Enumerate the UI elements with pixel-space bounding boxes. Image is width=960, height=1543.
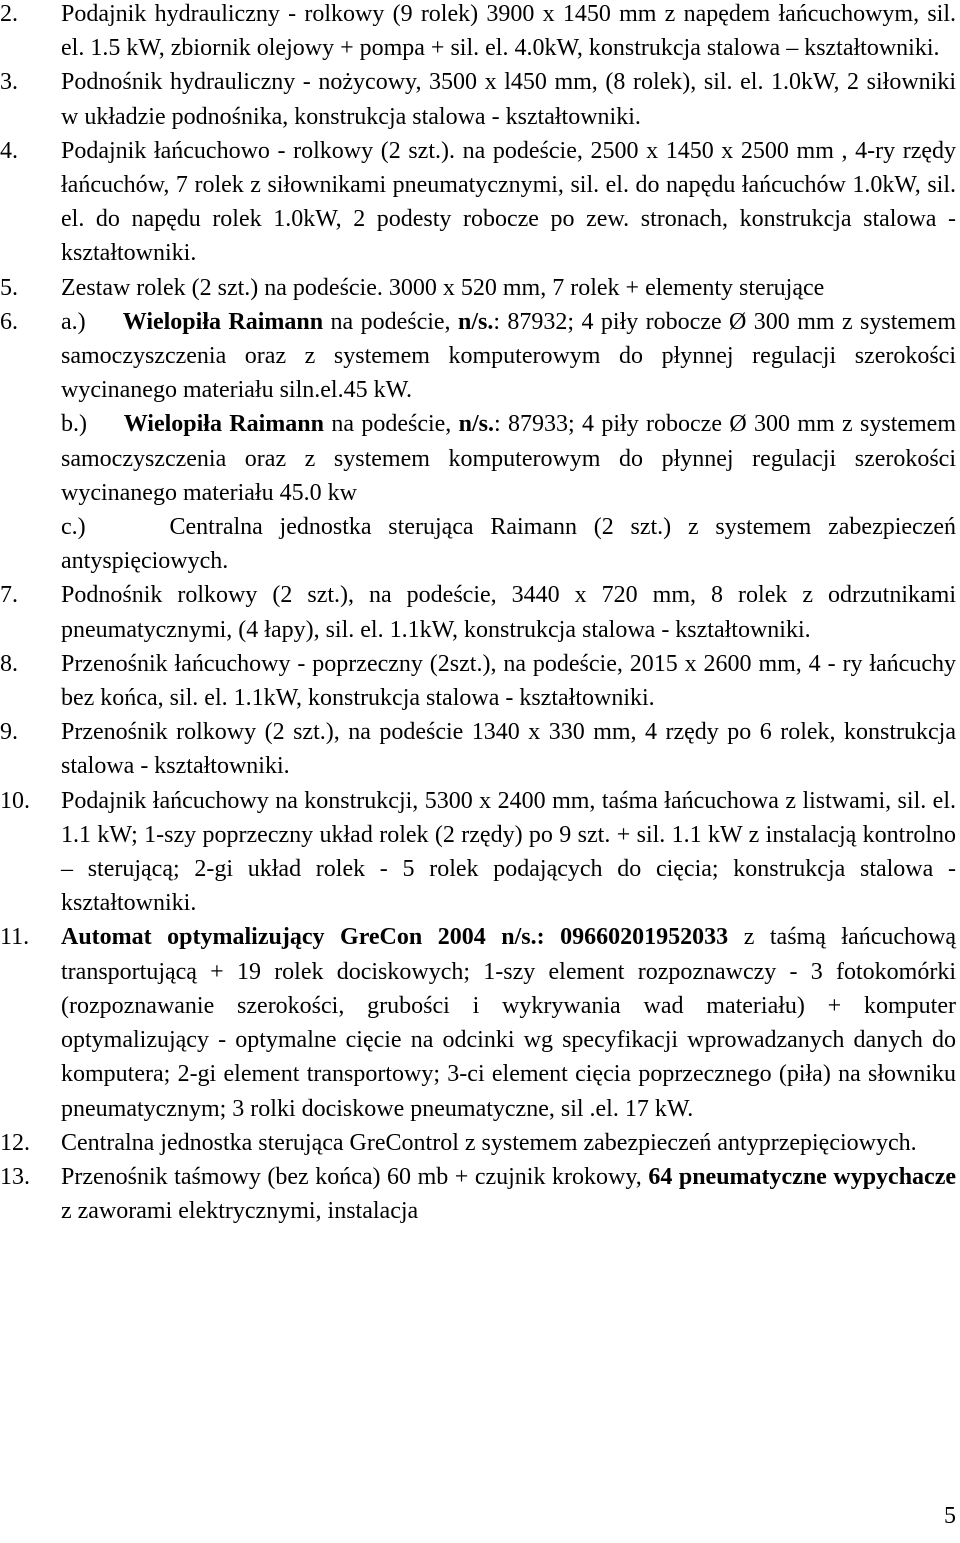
list-item (0, 407, 960, 510)
list-item (0, 1160, 960, 1228)
item-number: 13. (0, 1163, 30, 1190)
item-text: Centralna jednostka sterująca Raimann (2 szt.) z systemem zabezpieczeń antyspięciowych. (61, 514, 957, 575)
machine-name: Wielopiła Raimann (122, 308, 324, 335)
list-item (0, 578, 960, 646)
item-text: Podajnik hydrauliczny - rolkowy (9 rolek) 3900 x 1450 mm z napędem łańcuchowym, sil. el. 1.5 kW, zbiornik olejowy + pompa + sil. el. 4.0kW, konstrukcja stalowa – kształtowniki. (61, 1, 956, 62)
list-item (0, 715, 960, 783)
list-item (0, 920, 960, 1125)
list-item (0, 0, 960, 65)
list-item (0, 65, 960, 133)
item-number: 2. (0, 1, 18, 27)
item-text: : 87933; 4 piły robocze Ø 300 mm z systemem samoczyszczenia oraz z systemem komputerowym do płynnej regulacji szerokości wycinanego materiału 45.0 kw (61, 411, 957, 506)
list-item (0, 1126, 960, 1160)
item-text: Podnośnik rolkowy (2 szt.), na podeście, 3440 x 720 mm, 8 rolek z odrzutnikami pneumatycznymi, (4 łapy), sil. el. 1.1kW, konstrukcja stalowa - kształtowniki. (61, 582, 956, 643)
item-text: na podeście, (323, 308, 458, 335)
item-text: Centralna jednostka sterująca GreControl z systemem zabezpieczeń antyprzepięciowych. (61, 1129, 917, 1156)
item-number: 10. (0, 787, 30, 814)
machine-name: Automat optymalizujący GreCon 2004 n/s.: 09660201952033 (61, 924, 729, 951)
item-text: z zaworami elektrycznymi, instalacja (61, 1198, 419, 1225)
list-item (0, 784, 960, 921)
item-text: na podeście, (324, 411, 459, 438)
list-item (0, 271, 960, 305)
item-number: 5. (0, 274, 18, 301)
item-number: 12. (0, 1129, 30, 1156)
item-text: Podajnik łańcuchowo - rolkowy (2 szt.). na podeście, 2500 x 1450 x 2500 mm , 4-ry rzędy łańcuchów, 7 rolek z siłownikami pneumatycznymi, sil. el. do napędu łańcuchów 1.0kW, sil. el. do napędu rolek 1.0kW, 2 podesty robocze po zew. stronach, konstrukcja stalowa - kształtowniki. (61, 137, 956, 267)
item-number: 11. (0, 924, 30, 951)
sub-label: b.) (61, 411, 87, 438)
item-text: : 87932; 4 piły robocze Ø 300 mm z systemem samoczyszczenia oraz z systemem komputerowym do płynnej regulacji szerokości wycinanego materiału siln.el.45 kW. (61, 308, 957, 404)
sub-label: a.) (61, 308, 86, 335)
item-text: Przenośnik taśmowy (bez końca) 60 mb + czujnik krokowy, (61, 1163, 649, 1190)
item-number: 4. (0, 137, 18, 164)
serial-label: n/s. (458, 411, 494, 438)
item-text: Zestaw rolek (2 szt.) na podeście. 3000 x 520 mm, 7 rolek + elementy sterujące (61, 274, 825, 301)
item-number: 9. (0, 719, 18, 746)
bold-text: 64 pneumatyczne wypychacze (648, 1163, 956, 1190)
page-number: 5 (944, 1503, 956, 1529)
item-number: 6. (0, 308, 18, 335)
item-text: Podajnik łańcuchowy na konstrukcji, 5300 x 2400 mm, taśma łańcuchowa z listwami, sil. el. 1.1 kW; 1-szy poprzeczny układ rolek (2 rzędy) po 9 szt. + sil. 1.1 kW z instalacją kontrolno – sterującą; 2-gi układ rolek - 5 rolek podających do cięcia; konstrukcja stalowa - kształtowniki. (61, 787, 956, 917)
list-item (0, 134, 960, 271)
serial-label: n/s. (457, 308, 494, 335)
item-number: 8. (0, 650, 18, 677)
list-item (0, 305, 960, 408)
item-text: Przenośnik łańcuchowy - poprzeczny (2szt.), na podeście, 2015 x 2600 mm, 4 - ry łańcuchy bez końca, sil. el. 1.1kW, konstrukcja stalowa - kształtowniki. (61, 650, 956, 712)
item-text: Podnośnik hydrauliczny - nożycowy, 3500 x l450 mm, (8 rolek), sil. el. 1.0kW, 2 siłowniki w układzie podnośnika, konstrukcja stalowa - kształtowniki. (61, 69, 956, 130)
item-text: z taśmą łańcuchową transportującą + 19 rolek dociskowych; 1-szy element rozpoznawczy - 3 fotokomórki (rozpoznawanie szerokości, grubości i wykrywania wad materiału) + komputer optymalizujący - optymalne cięcie na odcinki wg specyfikacji wprowadzanych danych do komputera; 2-gi element transportowy; 3-ci element cięcia poprzecznego (piła) na słowniku pneumatycznym; 3 rolki dociskowe pneumatyczne, sil .el. 17 kW. (61, 924, 956, 1122)
machine-name: Wielopiła Raimann (123, 411, 324, 438)
sub-label: c.) (61, 514, 86, 541)
item-number: 7. (0, 582, 18, 609)
item-number: 3. (0, 69, 18, 96)
list-item (0, 510, 960, 578)
item-text: Przenośnik rolkowy (2 szt.), na podeście 1340 x 330 mm, 4 rzędy po 6 rolek, konstrukcja stalowa - kształtowniki. (61, 719, 956, 780)
list-item (0, 647, 960, 715)
